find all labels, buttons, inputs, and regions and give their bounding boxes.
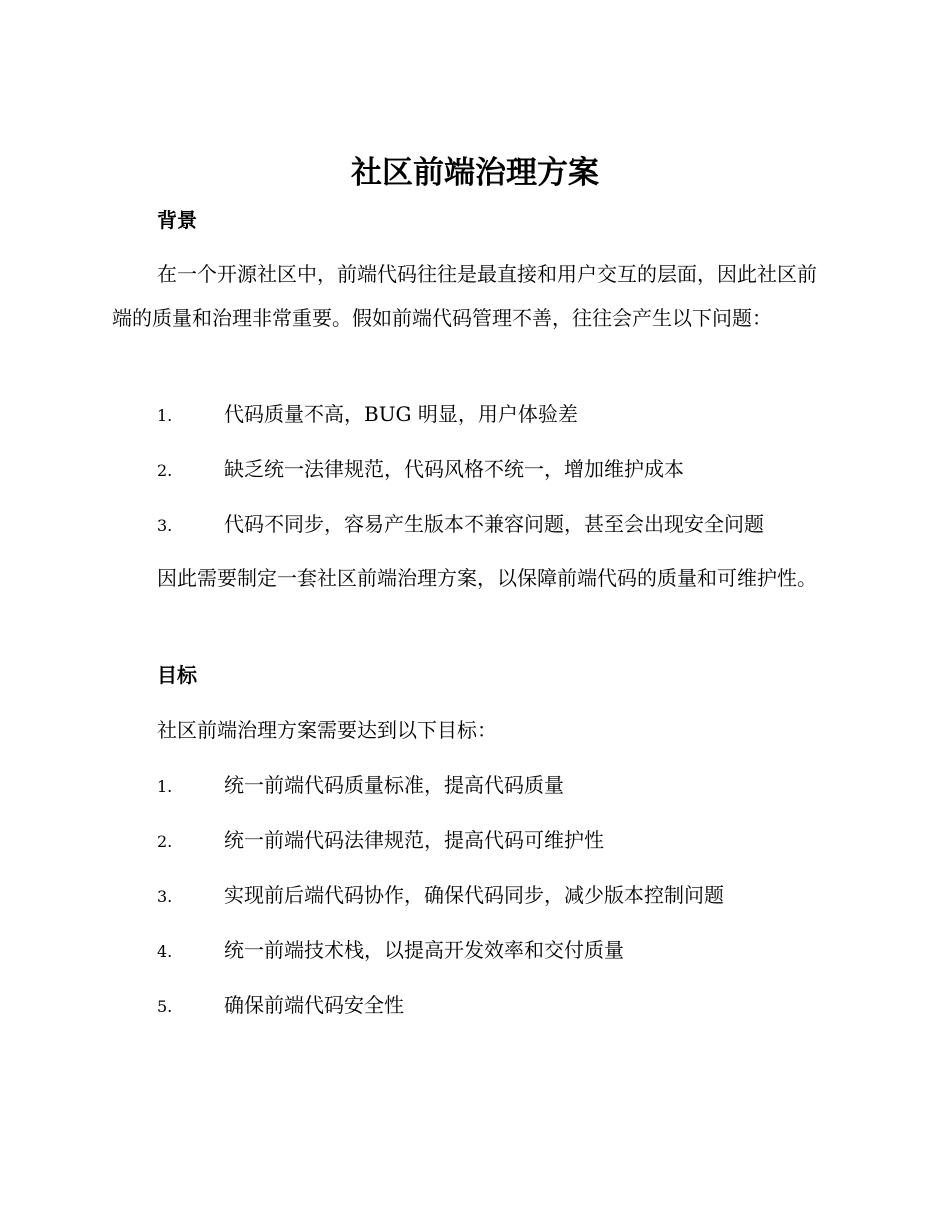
section-heading-goals: 目标: [157, 663, 197, 687]
list-item: [157, 987, 404, 1023]
list-item-number: 1.: [157, 777, 173, 796]
list-item-text: 代码质量不高，BUG 明显，用户体验差: [224, 402, 578, 426]
list-item-number: 2.: [157, 461, 173, 480]
list-item-text: 代码不同步，容易产生版本不兼容问题，甚至会出现安全问题: [224, 512, 764, 536]
background-conclusion-paragraph: 因此需要制定一套社区前端治理方案，以保障前端代码的质量和可维护性。: [157, 566, 817, 590]
list-item: [157, 767, 564, 803]
list-item: [157, 932, 624, 968]
list-item-text: 统一前端代码质量标准，提高代码质量: [224, 773, 564, 797]
list-item: [157, 822, 604, 858]
list-item-text: 确保前端代码安全性: [224, 993, 404, 1017]
list-item-text: 统一前端代码法律规范，提高代码可维护性: [224, 828, 604, 852]
list-item-number: 1.: [157, 406, 173, 425]
section-heading-background: 背景: [157, 208, 197, 232]
list-item-number: 2.: [157, 832, 173, 851]
list-item-text: 统一前端技术栈，以提高开发效率和交付质量: [224, 938, 624, 962]
list-item-number: 5.: [157, 997, 173, 1016]
list-item-number: 3.: [157, 516, 173, 535]
list-item-text: 缺乏统一法律规范，代码风格不统一，增加维护成本: [224, 457, 684, 481]
list-item: [157, 877, 724, 913]
goals-intro-paragraph: 社区前端治理方案需要达到以下目标：: [157, 718, 497, 742]
list-item-number: 4.: [157, 942, 173, 961]
document-title: 社区前端治理方案: [351, 155, 599, 191]
list-item: [157, 506, 764, 542]
list-item: [157, 396, 578, 432]
list-item: [157, 451, 684, 487]
background-intro-paragraph: 在一个开源社区中，前端代码往往是最直接和用户交互的层面，因此社区前端的质量和治理非常重要。假如前端代码管理不善，往往会产生以下问题：: [112, 262, 817, 330]
list-item-text: 实现前后端代码协作，确保代码同步，减少版本控制问题: [224, 883, 724, 907]
list-item-number: 3.: [157, 887, 173, 906]
